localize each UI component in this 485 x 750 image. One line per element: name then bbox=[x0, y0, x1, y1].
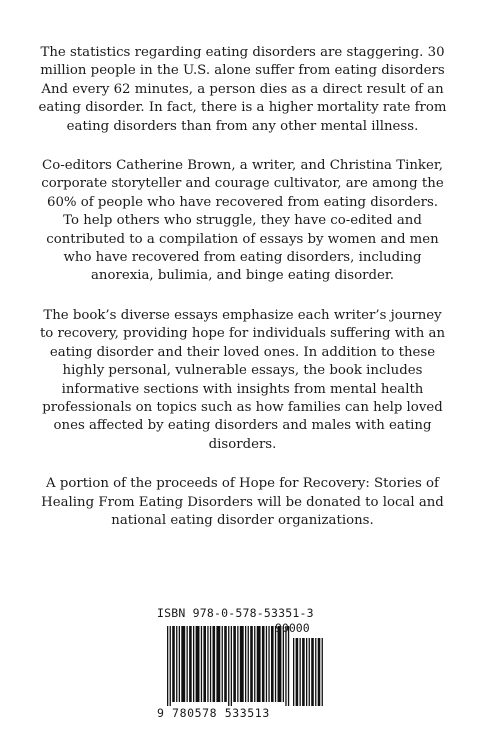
isbn-label: ISBN 978-0-578-53351-3 bbox=[157, 606, 314, 620]
paragraph-coeditors: Co-editors Catherine Brown, a writer, and Christina Tinker, corporate storyteller and courage cultivator, are among the 60% of people who have recovered from eating disorders. To help others who struggle, they have co-edited and contributed to a compilation of essays by women and men who have recovered from eating disorders, including anorexia, bulimia, and binge eating disorder. bbox=[41, 158, 444, 284]
ean-digits: 9 780578 533513 bbox=[157, 706, 270, 720]
price-code: 90000 bbox=[275, 621, 310, 635]
paragraph-proceeds: A portion of the proceeds of Hope for Recovery: Stories of Healing From Eating Disorders will be donated to local and national eating disorder organizations. bbox=[41, 476, 444, 528]
isbn-barcode bbox=[157, 606, 325, 726]
paragraph-statistics: The statistics regarding eating disorders are staggering. 30 million people in the U.S. alone suffer from eating disorders And every 62 minutes, a person dies as a direct result of an eating disorder. In fact, there is a higher mortality rate from eating disorders than from any other mental illness. bbox=[38, 45, 447, 134]
description-text bbox=[38, 44, 447, 551]
paragraph-essays: The book’s diverse essays emphasize each writer’s journey to recovery, providing hope for individuals suffering with an eating disorder and their loved ones. In addition to these highly personal, vulnerable essays, the book includes informative sections with insights from mental health professionals on topics such as how families can help loved ones affected by eating disorders and males with eating disorders. bbox=[39, 307, 446, 452]
